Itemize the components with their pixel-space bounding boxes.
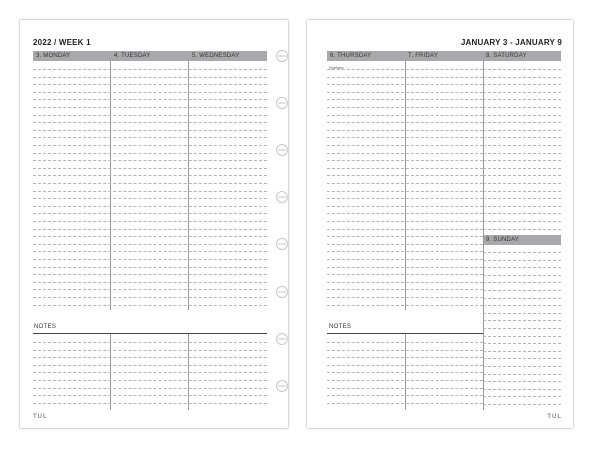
- ruled-line: [327, 69, 483, 70]
- day-header-saturday: 8. SATURDAY: [483, 51, 561, 61]
- ruled-line: [483, 404, 561, 405]
- ruled-line: [483, 252, 561, 253]
- day-header-wednesday: 5. WEDNESDAY: [189, 51, 267, 61]
- brand-logo: TUL: [547, 414, 562, 420]
- ruled-line: [33, 350, 267, 351]
- ruled-line: [33, 342, 267, 343]
- ruled-line: [483, 282, 561, 283]
- ruled-line: [33, 236, 267, 237]
- ruled-line: [327, 305, 483, 306]
- ruled-line: [327, 77, 483, 78]
- ruled-line: [33, 251, 267, 252]
- ruled-line: [483, 298, 561, 299]
- ruled-line: [483, 260, 561, 261]
- ruled-line: [33, 145, 267, 146]
- ruled-line: [327, 267, 483, 268]
- ruled-line: [33, 77, 267, 78]
- ruled-line: [483, 374, 561, 375]
- ruled-line: [327, 213, 483, 214]
- ruled-line: [327, 175, 483, 176]
- ruled-line: [327, 274, 483, 275]
- ruled-line: [327, 403, 483, 404]
- binder-disc-icon: [276, 238, 288, 250]
- ruled-line: [327, 160, 483, 161]
- date-range-title: JANUARY 3 - JANUARY 9: [460, 38, 562, 47]
- ruled-line: [33, 175, 267, 176]
- ruled-line: [33, 380, 267, 381]
- ruled-line: [327, 372, 483, 373]
- ruled-line: [483, 92, 561, 93]
- ruled-line: [33, 92, 267, 93]
- ruled-line: [33, 388, 267, 389]
- ruled-line: [483, 358, 561, 359]
- ruled-line: [327, 289, 483, 290]
- ruled-line: [483, 77, 561, 78]
- ruled-line: [33, 122, 267, 123]
- ruled-line: [483, 160, 561, 161]
- ruled-line: [327, 282, 483, 283]
- binder-disc-icon: [276, 286, 288, 298]
- ruled-line: [327, 168, 483, 169]
- ruled-line: [327, 153, 483, 154]
- ruled-line: [33, 372, 267, 373]
- binder-disc-icon: [276, 50, 288, 62]
- ruled-line: [483, 351, 561, 352]
- ruled-line: [33, 153, 267, 154]
- ruled-line: [327, 221, 483, 222]
- ruled-line: [483, 183, 561, 184]
- ruled-line: [327, 350, 483, 351]
- ruled-line: [483, 290, 561, 291]
- ruled-line: [483, 122, 561, 123]
- ruled-line: [33, 130, 267, 131]
- ruled-line: [483, 84, 561, 85]
- ruled-line: [327, 183, 483, 184]
- ruled-line: [327, 92, 483, 93]
- binder-disc-icon: [276, 144, 288, 156]
- column-divider: [405, 61, 406, 310]
- ruled-line: [483, 336, 561, 337]
- ruled-line: [327, 365, 483, 366]
- ruled-line: [483, 389, 561, 390]
- ruled-line: [483, 313, 561, 314]
- ruled-line: [483, 229, 561, 230]
- day-header-friday: 7. FRIDAY: [405, 51, 483, 61]
- ruled-line: [327, 115, 483, 116]
- ruled-line: [483, 145, 561, 146]
- ruled-line: [483, 191, 561, 192]
- holiday-note: Epiphany: [329, 66, 344, 70]
- column-divider: [110, 61, 111, 310]
- day-header-monday: 3. MONDAY: [33, 51, 111, 61]
- ruled-line: [483, 198, 561, 199]
- ruled-line: [33, 107, 267, 108]
- ruled-line: [327, 137, 483, 138]
- left-planner-page: [20, 20, 288, 428]
- binder-disc-icon: [276, 380, 288, 392]
- ruled-line: [483, 175, 561, 176]
- ruled-line: [483, 366, 561, 367]
- ruled-line: [33, 274, 267, 275]
- ruled-line: [483, 343, 561, 344]
- ruled-line: [483, 99, 561, 100]
- ruled-line: [33, 357, 267, 358]
- ruled-line: [483, 305, 561, 306]
- ruled-line: [327, 380, 483, 381]
- ruled-line: [33, 206, 267, 207]
- day-header-tuesday: 4. TUESDAY: [111, 51, 189, 61]
- ruled-line: [483, 115, 561, 116]
- ruled-line: [327, 191, 483, 192]
- ruled-line: [33, 99, 267, 100]
- ruled-line: [327, 259, 483, 260]
- notes-rule: [327, 333, 483, 334]
- ruled-line: [33, 160, 267, 161]
- ruled-line: [33, 289, 267, 290]
- ruled-line: [33, 213, 267, 214]
- ruled-line: [327, 229, 483, 230]
- ruled-line: [327, 107, 483, 108]
- ruled-line: [33, 244, 267, 245]
- ruled-line: [33, 137, 267, 138]
- ruled-line: [483, 137, 561, 138]
- ruled-line: [327, 198, 483, 199]
- ruled-line: [483, 130, 561, 131]
- ruled-line: [33, 115, 267, 116]
- ruled-line: [33, 365, 267, 366]
- ruled-line: [33, 221, 267, 222]
- ruled-line: [327, 236, 483, 237]
- ruled-line: [33, 198, 267, 199]
- ruled-line: [483, 168, 561, 169]
- ruled-line: [33, 403, 267, 404]
- ruled-line: [483, 107, 561, 108]
- ruled-line: [327, 251, 483, 252]
- ruled-line: [33, 282, 267, 283]
- ruled-line: [327, 244, 483, 245]
- week-title: 2022 / WEEK 1: [33, 38, 91, 47]
- notes-label: NOTES: [329, 324, 352, 330]
- ruled-line: [483, 267, 561, 268]
- right-planner-page: [307, 20, 573, 428]
- ruled-line: [483, 206, 561, 207]
- ruled-line: [33, 191, 267, 192]
- ruled-line: [483, 221, 561, 222]
- ruled-line: [327, 99, 483, 100]
- ruled-line: [33, 297, 267, 298]
- day-header-thursday: 6. THURSDAY: [327, 51, 405, 61]
- ruled-line: [33, 168, 267, 169]
- ruled-line: [33, 305, 267, 306]
- ruled-line: [483, 213, 561, 214]
- binder-disc-icon: [276, 191, 288, 203]
- ruled-line: [483, 328, 561, 329]
- ruled-line: [483, 396, 561, 397]
- ruled-line: [327, 388, 483, 389]
- ruled-line: [33, 395, 267, 396]
- ruled-line: [33, 229, 267, 230]
- ruled-line: [327, 145, 483, 146]
- ruled-line: [33, 183, 267, 184]
- ruled-line: [483, 153, 561, 154]
- brand-logo: TUL: [33, 414, 48, 420]
- ruled-line: [327, 395, 483, 396]
- ruled-line: [327, 357, 483, 358]
- binder-disc-icon: [276, 97, 288, 109]
- ruled-line: [483, 69, 561, 70]
- notes-rule: [33, 333, 267, 334]
- column-divider: [188, 61, 189, 310]
- ruled-line: [483, 320, 561, 321]
- ruled-line: [327, 84, 483, 85]
- ruled-line: [33, 69, 267, 70]
- ruled-line: [33, 267, 267, 268]
- day-header-sunday: 9. SUNDAY: [483, 235, 561, 245]
- ruled-line: [483, 381, 561, 382]
- ruled-line: [327, 297, 483, 298]
- ruled-line: [327, 122, 483, 123]
- notes-label: NOTES: [34, 324, 57, 330]
- ruled-line: [33, 259, 267, 260]
- ruled-line: [327, 130, 483, 131]
- ruled-line: [327, 206, 483, 207]
- ruled-line: [327, 342, 483, 343]
- ruled-line: [33, 84, 267, 85]
- binder-disc-icon: [276, 333, 288, 345]
- ruled-line: [483, 275, 561, 276]
